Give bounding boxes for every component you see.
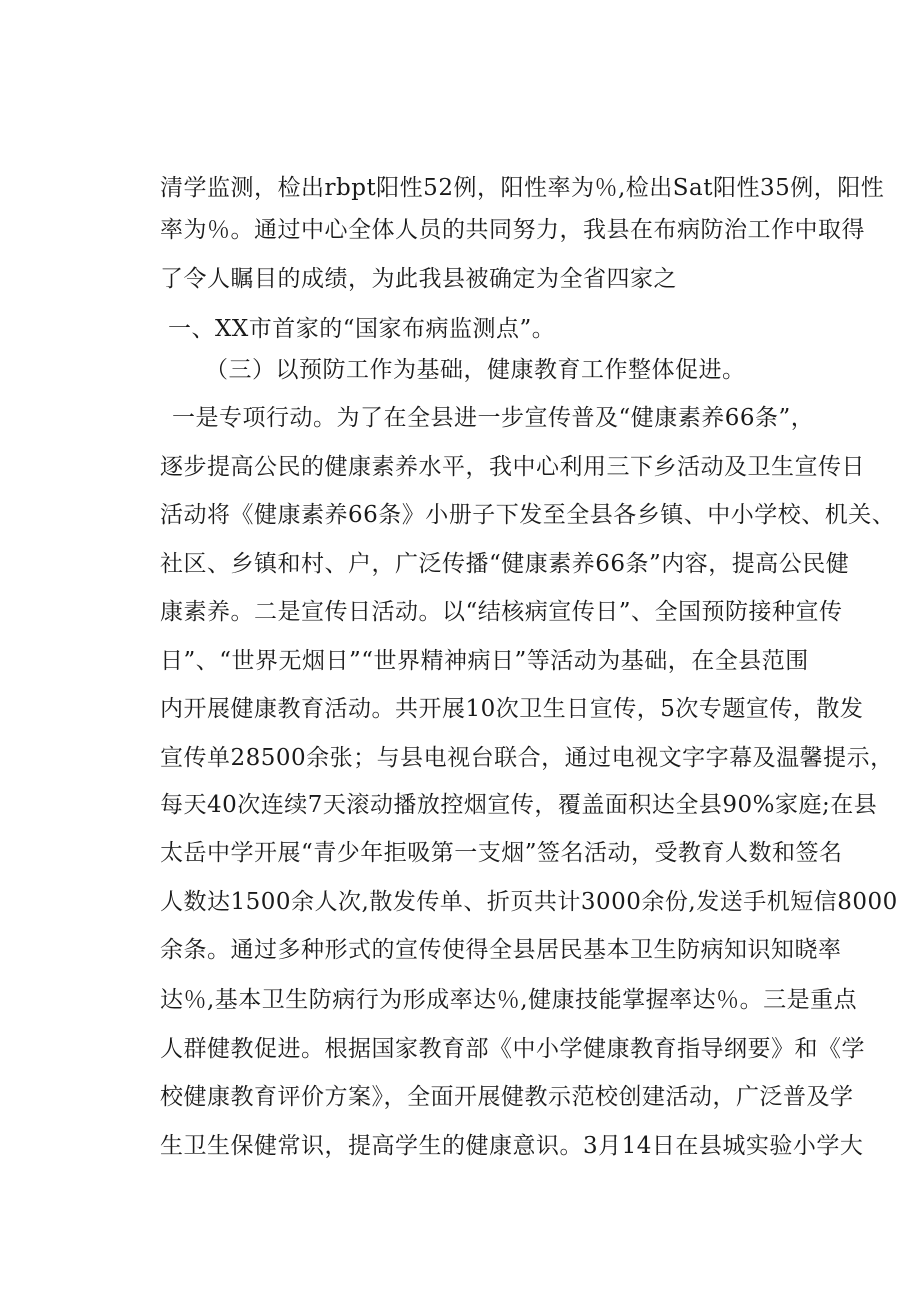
text-line-14: 每天40次连续7天滚动播放控烟宣传，覆盖面积达全县90%家庭;在县 xyxy=(160,792,878,818)
text-line-8: 活动将《健康素养66条》小册子下发至全县各乡镇、中小学校、机关、 xyxy=(160,502,896,528)
text-line-12: 内开展健康教育活动。共开展10次卫生日宣传，5次专题宣传，散发 xyxy=(160,696,864,722)
text-line-17: 余条。通过多种形式的宣传使得全县居民基本卫生防病知识知晓率 xyxy=(160,937,842,963)
section-heading: （三）以预防工作为基础，健康教育工作整体促进。 xyxy=(205,357,746,383)
text-line-10: 康素养。二是宣传日活动。以“结核病宣传日”、全国预防接种宣传 xyxy=(160,599,843,625)
text-line-1: 清学监测，检出rbpt阳性52例，阳性率为％,检出Sat阳性35例，阳性 xyxy=(160,175,885,201)
text-line-2: 率为％。通过中心全体人员的共同努力，我县在布病防治工作中取得 xyxy=(160,217,865,243)
text-line-3: 了令人瞩目的成绩，为此我县被确定为全省四家之 xyxy=(160,266,677,292)
text-line-9: 社区、乡镇和村、户，广泛传播“健康素养66条”内容，提高公民健 xyxy=(160,551,850,577)
text-line-18: 达％,基本卫生防病行为形成率达％,健康技能掌握率达％。三是重点 xyxy=(160,987,858,1013)
text-line-6: 一是专项行动。为了在全县进一步宣传普及“健康素养66条”， xyxy=(172,405,815,431)
text-line-15: 太岳中学开展“青少年拒吸第一支烟”签名活动，受教育人数和签名 xyxy=(160,840,843,866)
text-line-11: 日”、“世界无烟日”“世界精神病日”等活动为基础，在全县范围 xyxy=(160,648,809,674)
text-line-4: 一、XX市首家的“国家布病监测点”。 xyxy=(168,316,556,342)
text-line-21: 生卫生保健常识，提高学生的健康意识。3月14日在县城实验小学大 xyxy=(160,1133,864,1159)
text-line-13: 宣传单28500余张；与县电视台联合，通过电视文字字幕及温馨提示， xyxy=(160,745,894,771)
text-line-19: 人群健教促进。根据国家教育部《中小学健康教育指导纲要》和《学 xyxy=(160,1036,865,1062)
text-line-16: 人数达1500余人次,散发传单、折页共计3000余份,发送手机短信8000 xyxy=(160,889,898,915)
text-line-7: 逐步提高公民的健康素养水平，我中心利用三下乡活动及卫生宣传日 xyxy=(160,454,865,480)
text-line-20: 校健康教育评价方案》，全面开展健教示范校创建活动，广泛普及学 xyxy=(160,1084,854,1110)
